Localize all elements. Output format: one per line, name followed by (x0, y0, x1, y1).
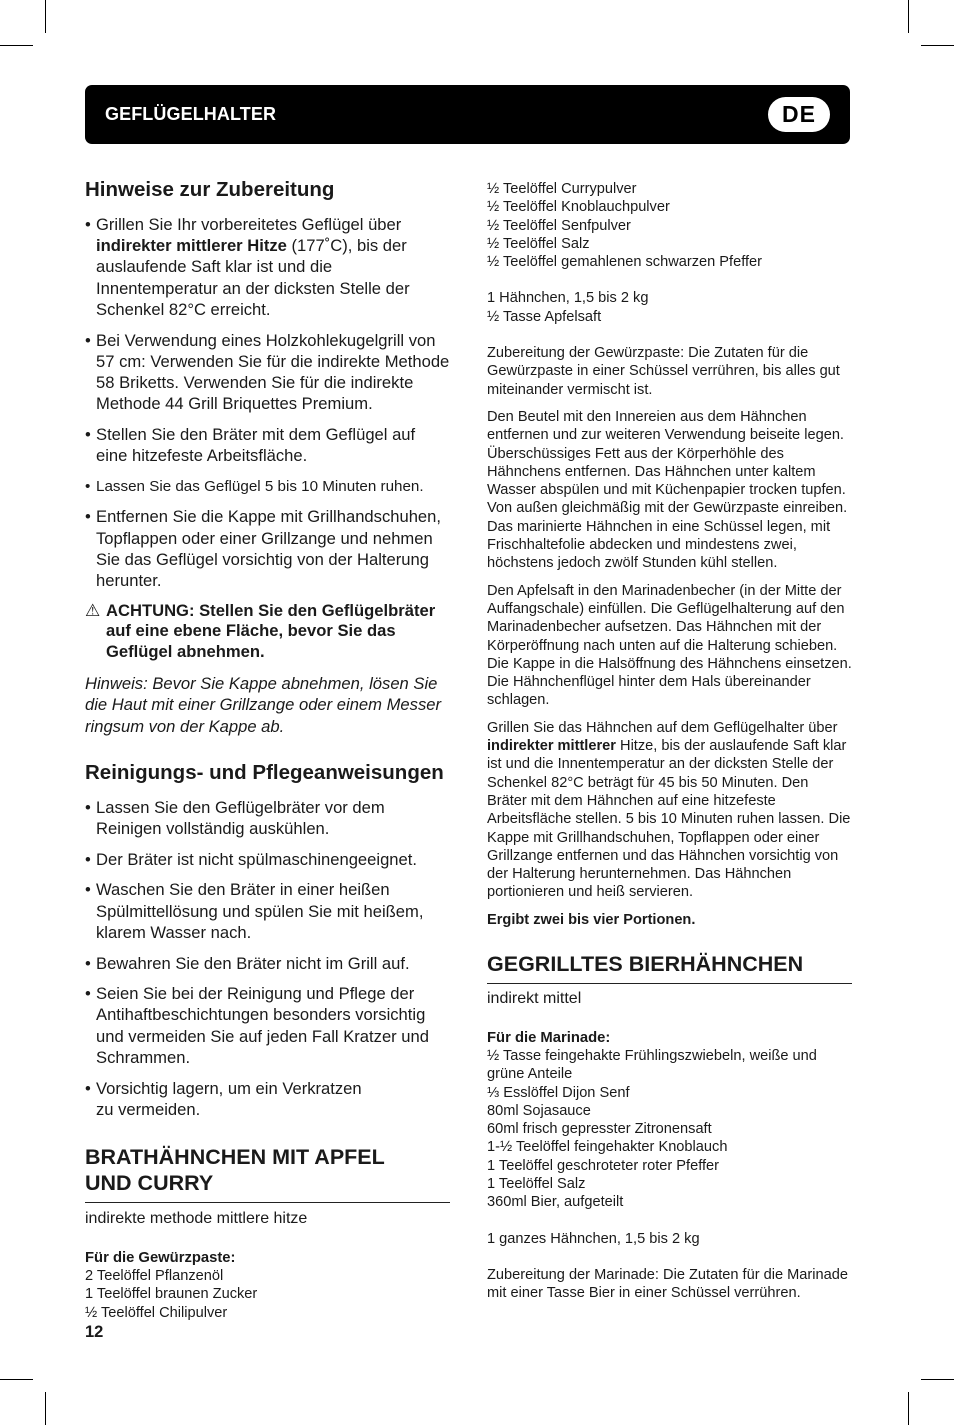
paste-label: Für die Gewürzpaste: (85, 1250, 236, 1266)
ingredient: ½ Tasse feingehakte Frühlingszwiebeln, weiße und grüne Anteile (487, 1047, 817, 1083)
recipe1-step: Den Beutel mit den Innereien aus dem Hähnchen entfernen und zur weiteren Verwendung beiseite legen. Überschüssiges Fett aus der Körperhöhle des Hähnchens entfernen. Das Hähnchen unter kaltem Wasser abspülen und mit Küchenpapier trocken tupfen. Von außen gleichmäßig mit der Gewürzpaste einreiben. Das marinierte Hähnchen in eine Schüssel legen, mit Frischhaltefolie abdecken und mindestens zwei, höchstens jedoch zwölf Stunden kühl stellen. (487, 408, 848, 572)
crop-mark (921, 45, 954, 46)
crop-mark (45, 0, 46, 33)
language-badge: DE (768, 97, 830, 132)
recipe1-servings: Ergibt zwei bis vier Portionen. (487, 911, 696, 928)
ingredient: 1 Teelöffel Salz (487, 1176, 586, 1193)
recipe1-title: BRATHÄHNCHEN MIT APFEL UND CURRY (85, 1144, 450, 1203)
ingredient: ½ Teelöffel Salz (487, 235, 590, 252)
care-item: • Lassen Sie den Geflügelbräter vor dem Reinigen vollständig auskühlen. (85, 797, 385, 839)
ingredient: 60ml frisch gepresster Zitronensaft (487, 1121, 712, 1138)
ingredient: 1 Teelöffel braunen Zucker (85, 1286, 258, 1303)
recipe2-step: Zubereitung der Marinade: Die Zutaten für die Marinade mit einer Tasse Bier in einer Schüssel verrühren. (487, 1266, 848, 1302)
ingredient: 1-½ Teelöffel feingehakter Knoblauch (487, 1139, 728, 1156)
ingredient: 80ml Sojasauce (487, 1102, 591, 1119)
marinade-label: Für die Marinade: (487, 1029, 611, 1046)
prep-item: • Lassen Sie das Geflügel 5 bis 10 Minuten ruhen. (85, 477, 424, 495)
ingredient: ½ Teelöffel Currypulver (487, 181, 637, 197)
crop-mark (908, 1392, 909, 1425)
recipe1-method: indirekte methode mittlere hitze (85, 1210, 308, 1227)
ingredient: 360ml Bier, aufgeteilt (487, 1194, 624, 1211)
prep-item: • Stellen Sie den Bräter mit dem Geflügel auf eine hitzefeste Arbeitsfläche. (85, 424, 416, 466)
recipe2-method: indirekt mittel (487, 989, 582, 1007)
page-number: 12 (85, 1323, 104, 1341)
prep-item: • Entfernen Sie die Kappe mit Grillhandschuhen, Topflappen oder einer Grillzange und nehmen Sie das Geflügel vorsichtig von der Halterung herunter. (85, 507, 441, 591)
ingredient: ½ Tasse Apfelsaft (487, 308, 602, 325)
care-item: • Waschen Sie den Bräter in einer heißen Spülmittellösung und spülen Sie mit heißem, klarem Wasser nach. (85, 880, 424, 942)
recipe1-step: Zubereitung der Gewürzpaste: Die Zutaten für die Gewürzpaste in einer Schüssel verrühren, bis alles gut miteinander vermischt ist. (487, 345, 840, 398)
care-item: • Der Bräter ist nicht spülmaschinengeeignet. (85, 849, 417, 869)
crop-mark (0, 1379, 33, 1380)
header-bar (85, 85, 850, 144)
ingredient: ½ Teelöffel Knoblauchpulver (487, 199, 670, 216)
prep-heading: Hinweise zur Zubereitung (85, 178, 335, 201)
care-heading: Reinigungs- und Pflegeanweisungen (85, 760, 444, 784)
ingredient: 1 ganzes Hähnchen, 1,5 bis 2 kg (487, 1230, 700, 1247)
recipe1-step: Grillen Sie das Hähnchen auf dem Geflügelhalter über indirekter mittlerer Hitze, bis der auslaufende Saft klar ist und die Innentemperatur an der dicksten Stelle der Schenkel 82°C beträgt für 45 bis 50 Minuten. Den Bräter mit dem Hähnchen auf eine hitzefeste Arbeitsfläche stellen. 5 bis 10 Minuten ruhen lassen. Die Kappe mit Grillhandschuhen, Topflappen oder einer Grillzange entfernen und das Hähnchen vorsichtig von der Halterung herunternehmen. Das Hähnchen portionieren und heiß servieren. (487, 719, 851, 901)
ingredient: ½ Teelöffel Chilipulver (85, 1304, 228, 1321)
left-column (85, 176, 450, 1322)
ingredient: 1 Hähnchen, 1,5 bis 2 kg (487, 290, 649, 307)
ingredient: ½ Teelöffel Senfpulver (487, 217, 631, 234)
prep-item: • Grillen Sie Ihr vorbereitetes Geflügel über indirekter mittlerer Hitze (177˚C), bis der auslaufende Saft klar ist und die Innentemperatur an der dicksten Stelle der Schenkel 82°C erreicht. (85, 215, 410, 319)
prep-item: • Bei Verwendung eines Holzkohlekugelgrill von 57 cm: Verwenden Sie für die indirekte Methode 58 Briketts. Verwenden Sie für die indirekte Methode 44 Grill Briquettes Premium. (85, 330, 450, 414)
header-title: GEFLÜGELHALTER (105, 104, 277, 124)
care-item: • Seien Sie bei der Reinigung und Pflege der Antihaftbeschichtungen besonders vorsichtig und vermeiden Sie auf jeden Fall Kratzer und Schrammen. (85, 984, 429, 1067)
care-item: • Vorsichtig lagern, um ein Verkratzen zu vermeiden. (85, 1078, 362, 1119)
crop-mark (921, 1379, 954, 1380)
recipe2-title: GEGRILLTES BIERHÄHNCHEN (487, 951, 852, 984)
ingredient: 2 Teelöffel Pflanzenöl (85, 1268, 224, 1284)
crop-mark (45, 1392, 46, 1425)
hint-note: Hinweis: Bevor Sie Kappe abnehmen, lösen Sie die Haut mit einer Grillzange oder einem Messer ringsum von der Kappe ab. (85, 674, 441, 736)
right-column (487, 180, 852, 1312)
warning-icon: ⚠ (85, 600, 101, 620)
crop-mark (908, 0, 909, 33)
ingredient: 1 Teelöffel geschroteter roter Pfeffer (487, 1157, 720, 1174)
warning-notice: ⚠ ACHTUNG: Stellen Sie den Geflügelbräter auf eine ebene Fläche, bevor Sie das Geflügel abnehmen. (85, 600, 436, 661)
ingredient: ⅓ Esslöffel Dijon Senf (487, 1084, 630, 1101)
care-list (85, 797, 450, 1120)
care-item: • Bewahren Sie den Bräter nicht im Grill auf. (85, 953, 410, 973)
crop-mark (0, 45, 33, 46)
prep-list (85, 214, 450, 591)
ingredient: ½ Teelöffel gemahlenen schwarzen Pfeffer (487, 254, 763, 271)
recipe1-step: Den Apfelsaft in den Marinadenbecher (in der Mitte der Auffangschale) einfüllen. Die Geflügelhalterung auf den Marinadenbecher aufsetzen. Das Hähnchen mit der Körperöffnung nach unten auf die Halterung schieben. Die Kappe in die Halsöffnung des Hähnchens einsetzen. Die Hähnchenflügel hinter dem Hals übereinander schlagen. (487, 582, 852, 709)
